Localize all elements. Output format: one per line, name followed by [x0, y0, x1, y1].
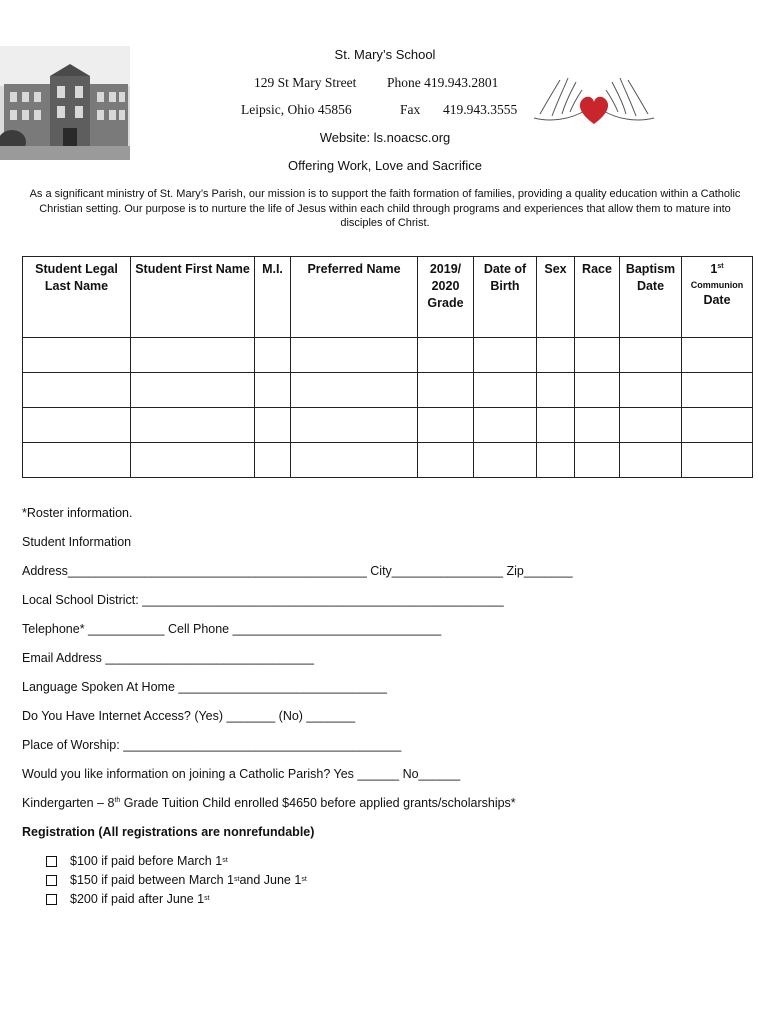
roster-cell[interactable]	[418, 373, 474, 408]
col-header-race: Race	[575, 257, 620, 338]
roster-cell[interactable]	[255, 443, 291, 478]
roster-cell[interactable]	[131, 443, 255, 478]
place-of-worship-field[interactable]: Place of Worship: ________________________________________	[22, 738, 402, 752]
roster-cell[interactable]	[620, 408, 682, 443]
registration-option: $100 if paid before March 1 st	[46, 854, 228, 868]
roster-note: *Roster information.	[22, 506, 133, 520]
col-header-baptism-date: Baptism Date	[620, 257, 682, 338]
internet-access-field[interactable]: Do You Have Internet Access? (Yes) _______ (No) _______	[22, 709, 356, 723]
roster-cell[interactable]	[575, 408, 620, 443]
address-city-zip-field[interactable]: Address___________________________________________ City________________ Zip_______	[22, 564, 573, 578]
roster-cell[interactable]	[682, 443, 753, 478]
registration-option: $200 if paid after June 1 st	[46, 892, 210, 906]
roster-cell[interactable]	[620, 338, 682, 373]
col-header-communion-date: 1st Communion Date	[682, 257, 753, 338]
motto: Offering Work, Love and Sacrifice	[288, 158, 482, 173]
roster-cell[interactable]	[474, 443, 537, 478]
col-header-sex: Sex	[537, 257, 575, 338]
col-header-grade: 2019/ 2020 Grade	[418, 257, 474, 338]
roster-row	[23, 443, 753, 478]
col-header-middle-initial: M.I.	[255, 257, 291, 338]
col-header-first-name: Student First Name	[131, 257, 255, 338]
checkbox[interactable]	[46, 856, 57, 867]
phone-number: Phone 419.943.2801	[387, 75, 499, 90]
roster-cell[interactable]	[255, 408, 291, 443]
roster-cell[interactable]	[291, 373, 418, 408]
roster-cell[interactable]	[474, 338, 537, 373]
fax-label: Fax	[400, 102, 421, 117]
roster-cell[interactable]	[23, 338, 131, 373]
roster-cell[interactable]	[620, 443, 682, 478]
roster-cell[interactable]	[255, 338, 291, 373]
roster-cell[interactable]	[418, 408, 474, 443]
roster-cell[interactable]	[418, 443, 474, 478]
roster-row	[23, 338, 753, 373]
roster-cell[interactable]	[537, 373, 575, 408]
roster-cell[interactable]	[537, 338, 575, 373]
checkbox[interactable]	[46, 875, 57, 886]
roster-cell[interactable]	[682, 408, 753, 443]
mission-statement: As a significant ministry of St. Mary’s Parish, our mission is to support the faith formation of families, providing a quality education within a Catholic Christian setting. Our purpose is to nurture the life of Jesus within each child through programs and experiences that allow them to mature into disciples of Christ.	[29, 188, 741, 229]
roster-cell[interactable]	[23, 373, 131, 408]
roster-cell[interactable]	[537, 408, 575, 443]
city-state-zip: Leipsic, Ohio 45856	[241, 102, 352, 117]
roster-cell[interactable]	[291, 338, 418, 373]
parish-info-field[interactable]: Would you like information on joining a Catholic Parish? Yes ______ No______	[22, 767, 461, 781]
website: Website: ls.noacsc.org	[319, 130, 451, 145]
col-header-preferred-name: Preferred Name	[291, 257, 418, 338]
roster-cell[interactable]	[682, 338, 753, 373]
roster-cell[interactable]	[291, 408, 418, 443]
roster-cell[interactable]	[23, 408, 131, 443]
roster-cell[interactable]	[474, 408, 537, 443]
fax-number: 419.943.3555	[443, 102, 518, 117]
tuition-line: Kindergarten – 8th Grade Tuition Child enrolled $4650 before applied grants/scholarships*	[22, 796, 516, 810]
roster-cell[interactable]	[474, 373, 537, 408]
email-field[interactable]: Email Address ______________________________	[22, 651, 314, 665]
checkbox[interactable]	[46, 894, 57, 905]
col-header-last-name: Student Legal Last Name	[23, 257, 131, 338]
language-field[interactable]: Language Spoken At Home ______________________________	[22, 680, 387, 694]
roster-cell[interactable]	[255, 373, 291, 408]
roster-cell[interactable]	[131, 373, 255, 408]
school-name: St. Mary’s School	[334, 47, 436, 62]
hands-heart-logo	[530, 70, 658, 132]
student-info-heading: Student Information	[22, 535, 132, 549]
registration-option: $150 if paid between March 1 st and June 1 st	[46, 873, 307, 887]
heart-icon	[580, 97, 608, 124]
roster-cell[interactable]	[131, 338, 255, 373]
roster-cell[interactable]	[575, 338, 620, 373]
roster-row	[23, 408, 753, 443]
roster-cell[interactable]	[23, 443, 131, 478]
roster-table	[22, 256, 753, 478]
roster-cell[interactable]	[575, 443, 620, 478]
street-address: 129 St Mary Street	[254, 75, 357, 90]
roster-cell[interactable]	[620, 373, 682, 408]
roster-cell[interactable]	[537, 443, 575, 478]
roster-cell[interactable]	[131, 408, 255, 443]
local-school-district-field[interactable]: Local School District: ____________________________________________________	[22, 593, 504, 607]
telephone-field[interactable]: Telephone* ___________ Cell Phone ______________________________	[22, 622, 442, 636]
roster-header-row	[23, 257, 753, 338]
roster-row	[23, 373, 753, 408]
col-header-date-of-birth: Date of Birth	[474, 257, 537, 338]
roster-cell[interactable]	[291, 443, 418, 478]
roster-cell[interactable]	[418, 338, 474, 373]
registration-heading: Registration (All registrations are nonrefundable)	[22, 825, 315, 839]
roster-cell[interactable]	[682, 373, 753, 408]
roster-cell[interactable]	[575, 373, 620, 408]
